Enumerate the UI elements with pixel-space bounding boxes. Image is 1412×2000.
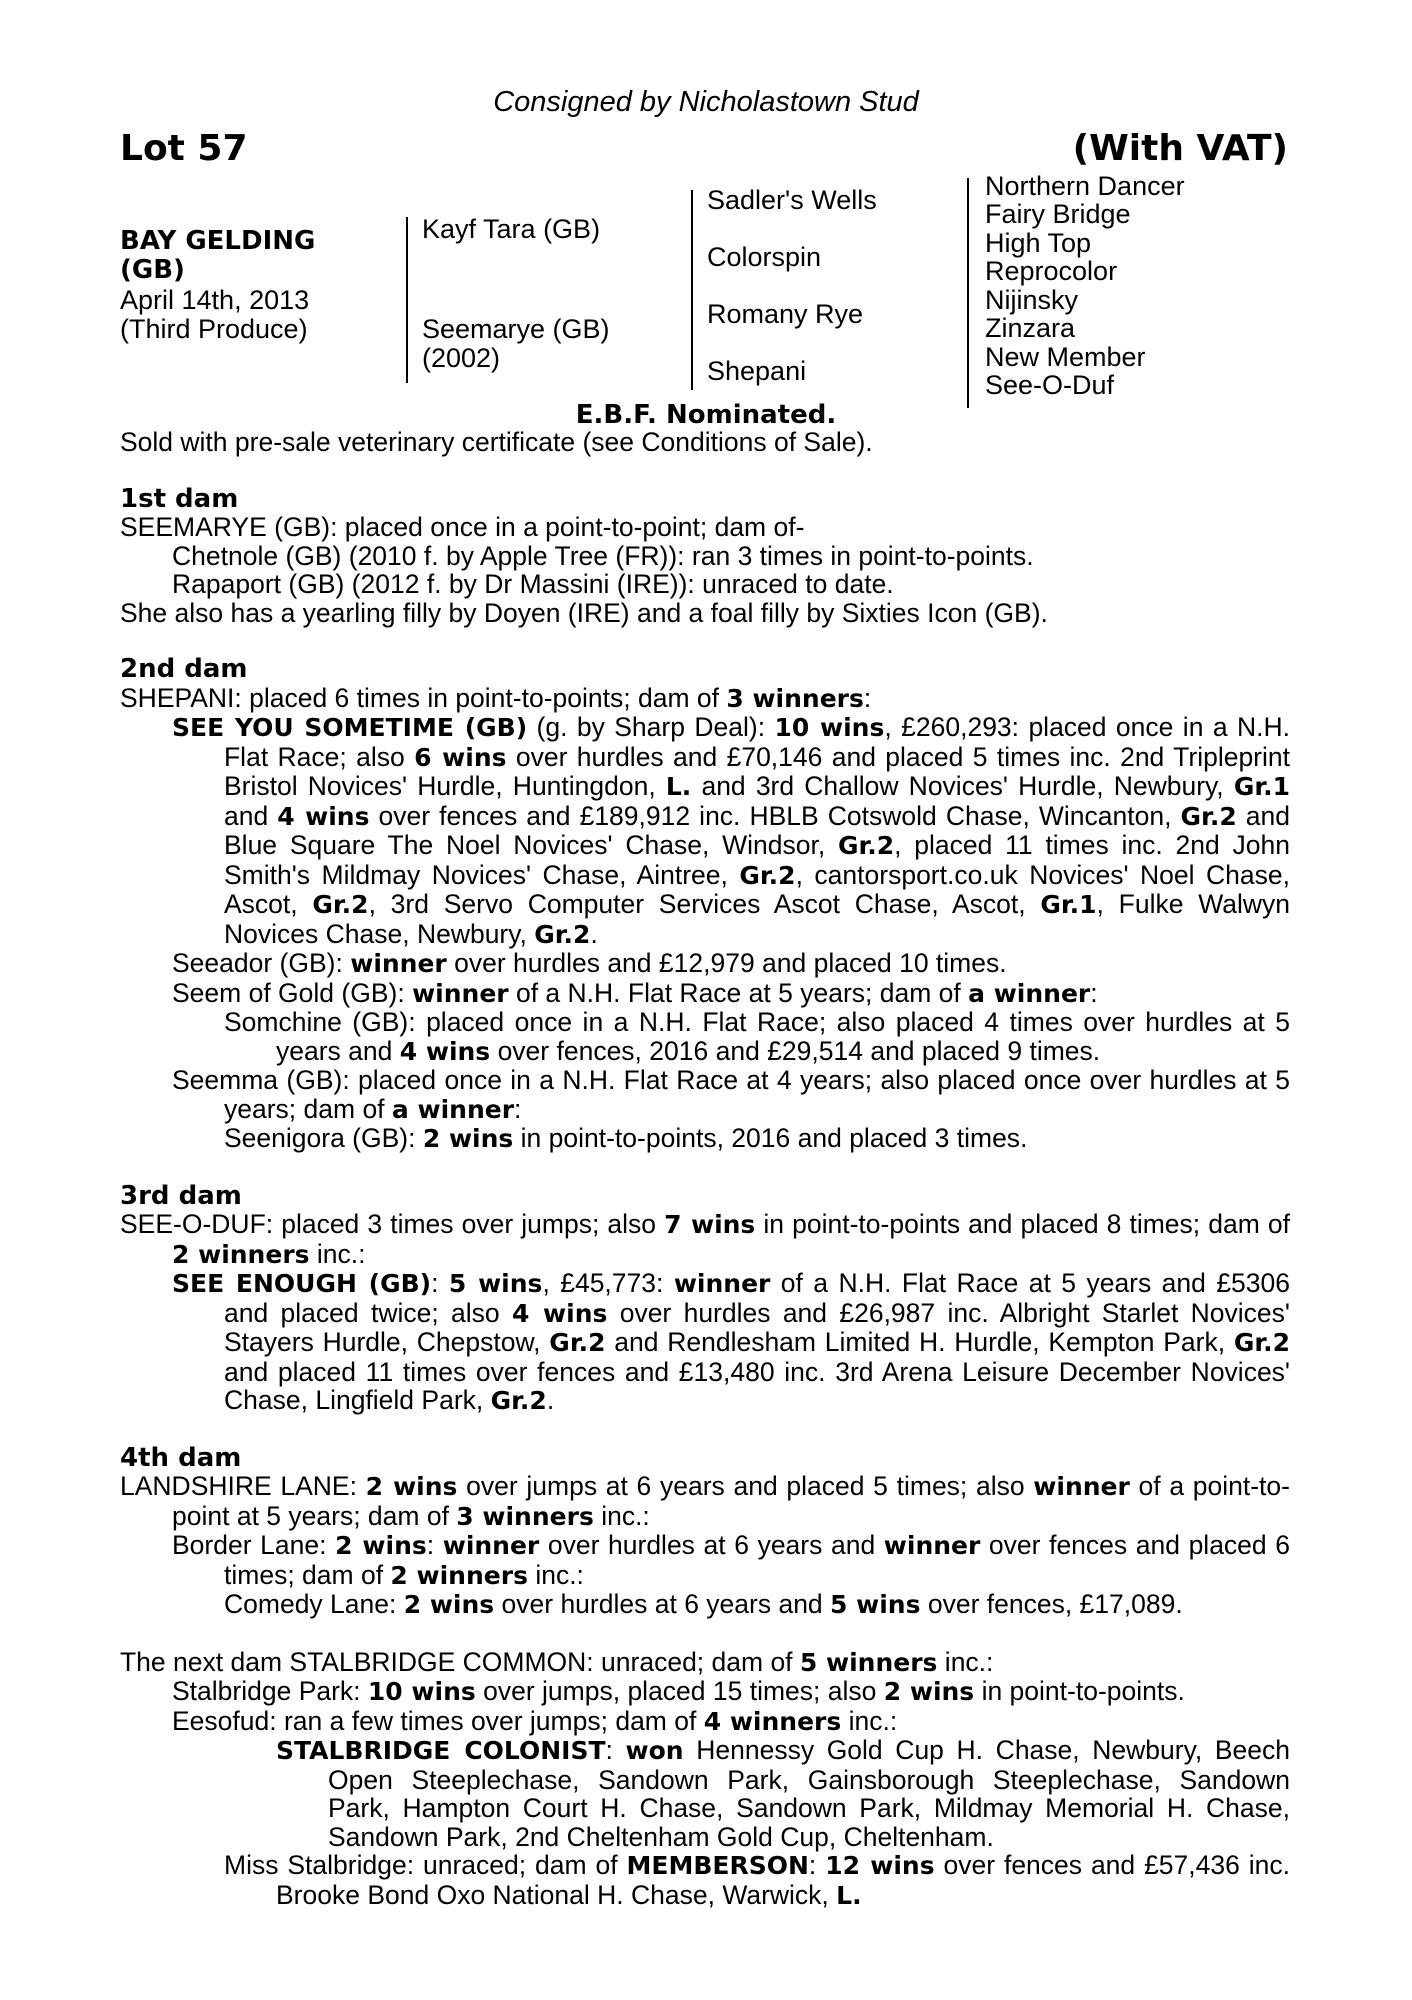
offspring-entry: SEE YOU SOMETIME (GB) (g. by Sharp Deal): 10 wins, £260,293: placed once in a N.H. Flat Race; also 6 wins over hurdles and £70,146 and placed 5 times inc. 2nd Tripleprint Bristol Novices' Hurdle, Huntingdon, L. and 3rd Challow Novices' Hurdle, Newbury, Gr.1 and 4 wins over fences and £189,912 inc. HBLB Cotswold Chase, Wincanton, Gr.2 and Blue Square The Noel Novices' Chase, Windsor, Gr.2, placed 11 times inc. 2nd John Smith's Mildmay Novices' Chase, Aintree, Gr.2, cantorsport.co.uk Novices' Noel Chase, Ascot, Gr.2, 3rd Servo Computer Services Ascot Chase, Ascot, Gr.1, Fulke Walwyn Novices Chase, Newbury, Gr.2.	[172, 712, 1291, 949]
offspring-entry: Somchine (GB): placed once in a N.H. Flat Race; also placed 4 times over hurdles at 5 years and 4 wins over fences, 2016 and £29,514 and placed 9 times.	[224, 1007, 1290, 1066]
catalogue-text	[120, 428, 1290, 1910]
grandsire-sire: Sadler's Wells	[707, 185, 877, 215]
dam2-heading: 2nd dam	[120, 654, 248, 684]
gen3-5: Nijinsky	[985, 285, 1079, 315]
dam-name: Seemarye (GB)	[422, 314, 610, 344]
dam1-entry: SEEMARYE (GB): placed once in a point-to-point; dam of-	[120, 512, 805, 542]
offspring-entry: Rapaport (GB) (2012 f. by Dr Massini (IRE)): unraced to date.	[172, 569, 894, 599]
dam1-heading: 1st dam	[120, 483, 239, 514]
pedigree-divider	[967, 178, 969, 408]
offspring-entry: STALBRIDGE COLONIST: won Hennessy Gold Cup H. Chase, Newbury, Beech Open Steeplechase, Sandown Park, Gainsborough Steeplechase, Sandown Park, Hampton Court H. Chase, Sandown Park, Mildmay Memorial H. Chase, Sandown Park, 2nd Cheltenham Gold Cup, Cheltenham.	[276, 1735, 1291, 1852]
dam-year: (2002)	[422, 343, 501, 373]
consignor-line: Consigned by Nicholastown Stud	[493, 86, 919, 118]
offspring-entry: Seemma (GB): placed once in a N.H. Flat Race at 4 years; also placed once over hurdles at 5 years; dam of a winner:	[172, 1065, 1290, 1124]
offspring-entry: Miss Stalbridge: unraced; dam of MEMBERSON: 12 wins over fences and £57,436 inc. Brooke Bond Oxo National H. Chase, Warwick, L.	[224, 1850, 1291, 1910]
lot-number: Lot 57	[120, 128, 248, 169]
granddam-dam: Shepani	[707, 356, 807, 386]
gen3-1: Northern Dancer	[985, 171, 1185, 201]
offspring-entry: Eesofud: ran a few times over jumps; dam of 4 winners inc.:	[172, 1705, 898, 1736]
gen3-4: Reprocolor	[985, 256, 1118, 286]
vat-note: (With VAT)	[1072, 128, 1288, 169]
offspring-entry: Seeador (GB): winner over hurdles and £12,979 and placed 10 times.	[172, 948, 1007, 978]
offspring-entry: Border Lane: 2 wins: winner over hurdles at 6 years and winner over fences and placed 6 times; dam of 2 winners inc.:	[172, 1530, 1290, 1590]
gen3-7: New Member	[985, 342, 1146, 372]
gen3-3: High Top	[985, 228, 1092, 258]
grandsire-dam: Romany Rye	[707, 299, 864, 329]
next-dam-entry: The next dam STALBRIDGE COMMON: unraced; dam of 5 winners inc.:	[120, 1646, 994, 1677]
pedigree-divider	[691, 190, 693, 390]
offspring-entry: Seem of Gold (GB): winner of a N.H. Flat Race at 5 years; dam of a winner:	[172, 977, 1098, 1008]
dam4-entry: LANDSHIRE LANE: 2 wins over jumps at 6 years and placed 5 times; also winner of a point-to-point at 5 years; dam of 3 winners inc.:	[120, 1471, 1290, 1531]
granddam-sire: Colorspin	[707, 242, 822, 272]
offspring-entry: Seenigora (GB): 2 wins in point-to-points, 2016 and placed 3 times.	[224, 1123, 1028, 1153]
gen3-2: Fairy Bridge	[985, 199, 1131, 229]
horse-breed: (GB)	[120, 255, 185, 285]
offspring-entry: SEE ENOUGH (GB): 5 wins, £45,773: winner of a N.H. Flat Race at 5 years and £5306 and placed twice; also 4 wins over hurdles and £26,987 inc. Albright Starlet Novices' Stayers Hurdle, Chepstow, Gr.2 and Rendlesham Limited H. Hurdle, Kempton Park, Gr.2 and placed 11 times over fences and £13,480 inc. 3rd Arena Leisure December Novices' Chase, Lingfield Park, Gr.2.	[172, 1268, 1291, 1415]
dam3-heading: 3rd dam	[120, 1180, 242, 1211]
gen3-8: See-O-Duf	[985, 370, 1115, 400]
vet-note: Sold with pre-sale veterinary certificate (see Conditions of Sale).	[120, 427, 873, 457]
foaling-date: April 14th, 2013	[120, 285, 310, 315]
dam4-heading: 4th dam	[120, 1442, 242, 1473]
dam2-entry: SHEPANI: placed 6 times in point-to-points; dam of 3 winners:	[120, 682, 872, 713]
gen3-6: Zinzara	[985, 313, 1076, 343]
horse-description: BAY GELDING	[120, 226, 316, 256]
offspring-entry: Chetnole (GB) (2010 f. by Apple Tree (FR)): ran 3 times in point-to-points.	[172, 540, 1034, 571]
ebf-note: E.B.F. Nominated.	[575, 400, 837, 430]
offspring-entry: Comedy Lane: 2 wins over hurdles at 6 years and 5 wins over fences, £17,089.	[224, 1589, 1183, 1619]
dam3-entry: SEE-O-DUF: placed 3 times over jumps; also 7 wins in point-to-points and placed 8 times; dam of 2 winners inc.:	[120, 1209, 1291, 1269]
pedigree-divider	[406, 217, 408, 383]
dam1-note: She also has a yearling filly by Doyen (IRE) and a foal filly by Sixties Icon (GB).	[120, 597, 1048, 628]
offspring-entry: Stalbridge Park: 10 wins over jumps, placed 15 times; also 2 wins in point-to-points.	[172, 1676, 1185, 1706]
produce-note: (Third Produce)	[120, 314, 308, 344]
sire-name: Kayf Tara (GB)	[422, 214, 601, 244]
